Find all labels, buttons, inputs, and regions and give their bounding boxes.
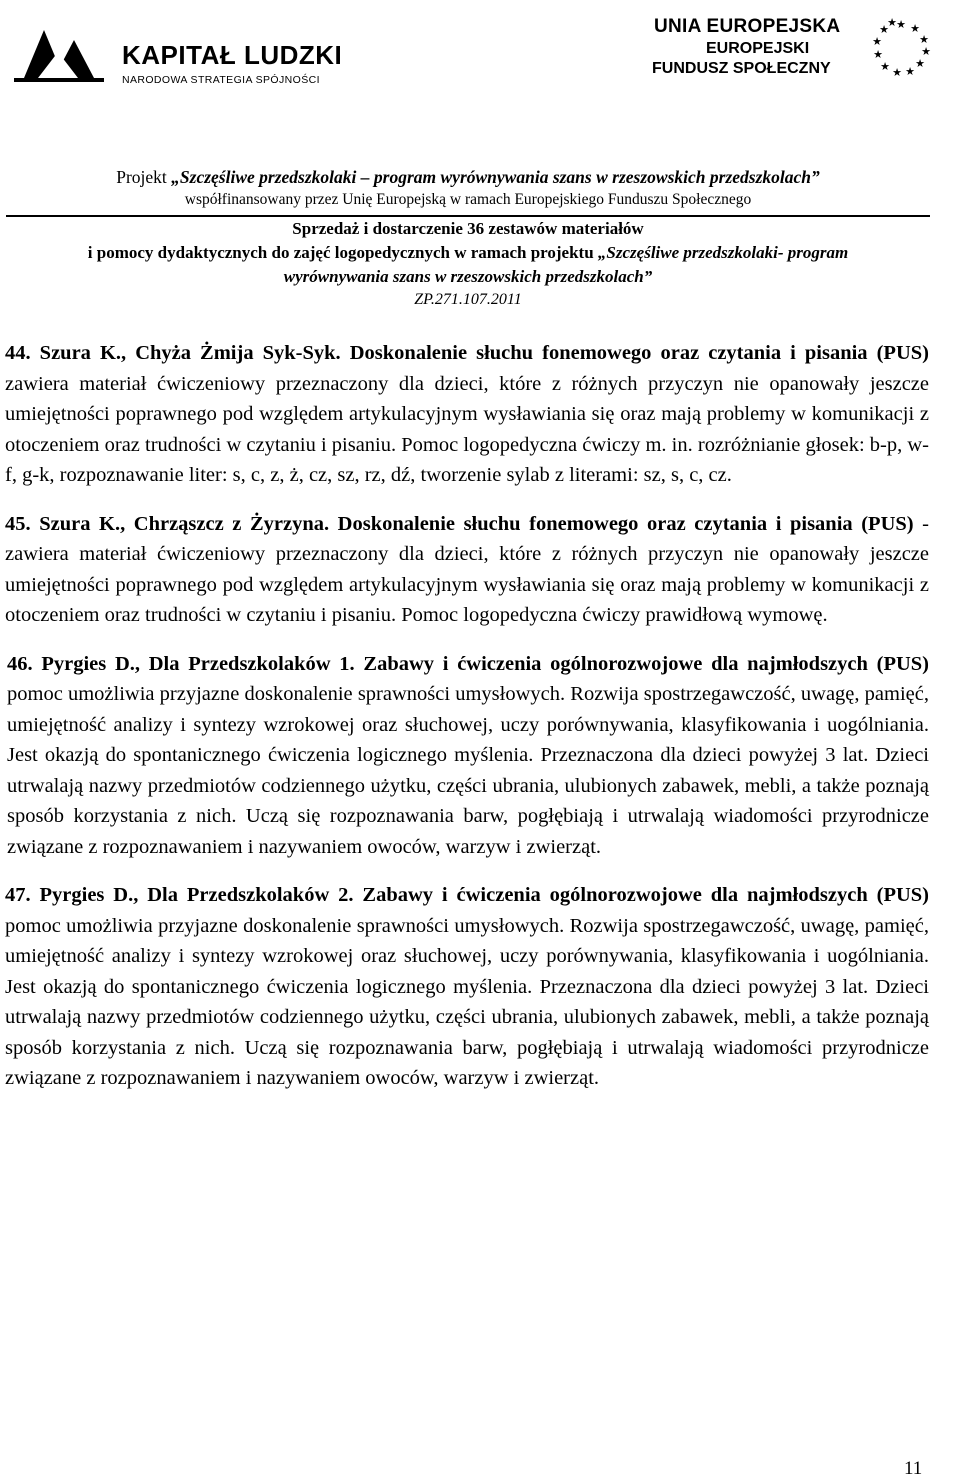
- entry-head: 46. Pyrgies D., Dla Przedszkolaków 1.: [7, 652, 355, 675]
- entry-bold-intro: Zabawy i ćwiczenia ogólnorozwojowe dla najmłodszych (PUS): [354, 652, 930, 675]
- ue-logo-line1: UNIA EUROPEJSKA: [654, 16, 841, 37]
- order-subject-line: Sprzedaż i dostarczenie 36 zestawów materiałów: [292, 219, 644, 238]
- svg-text:★: ★: [896, 18, 906, 31]
- svg-text:★: ★: [887, 18, 897, 29]
- svg-text:★: ★: [921, 45, 931, 58]
- entry-body: - zawiera materiał ćwiczeniowy przeznaczony dla dzieci, które z różnych przyczyn nie opanowały jeszcze umiejętności poprawnego pod względem artykulacyjnym wysławiania się oraz mają problemy w komunikacji z otoczeniem oraz trudności w czytaniu i pisaniu. Pomoc logopedyczna ćwiczy prawidłową wymowę.: [5, 512, 930, 626]
- svg-text:★: ★: [905, 65, 915, 78]
- unia-europejska-logo: [608, 10, 948, 90]
- project-prefix: Projekt: [116, 167, 172, 187]
- svg-text:★: ★: [872, 35, 882, 48]
- cofinancing-line: współfinansowany przez Unię Europejską w ramach Europejskiego Funduszu Społecznego: [184, 191, 752, 208]
- svg-text:★: ★: [915, 57, 925, 70]
- page-number: 11: [904, 1458, 923, 1479]
- list-item: [5, 509, 929, 631]
- header-divider: [6, 215, 930, 217]
- svg-text:★: ★: [910, 22, 920, 35]
- order-project-title: „Szczęśliwe przedszkolaki- program: [597, 243, 849, 262]
- entry-head: 45. Szura K., Chrząszcz z Żyrzyna.: [5, 512, 330, 535]
- order-subject-line-2: [6, 243, 930, 263]
- kapital-ludzki-title: KAPITAŁ LUDZKI: [122, 40, 343, 70]
- order-subject-line-3: wyrównywania szans w rzeszowskich przedszkolach”: [283, 267, 653, 286]
- entry-body: pomoc umożliwia przyjazne doskonalenie sprawności umysłowych. Rozwija spostrzegawczość, uwagę, pamięć, umiejętność analizy i syntezy wzrokowej oraz słuchowej, uczy porównywania, klasyfikowania i uogólniania. Jest okazją do spontanicznego ćwiczenia logicznego myślenia. Przeznaczona dla dzieci powyżej 3 lat. Dzieci utrwalają nazwy przedmiotów codziennego użytku, części ubrania, ulubionych zabawek, mebli, a także poznają sposób korzystania z nich. Uczą się rozpoznawania barw, pogłębiają i utrwalają wiadomości przyrodnicze związane z rozpoznawaniem i nazywaniem owoców, warzyw i zwierząt.: [7, 683, 929, 858]
- entry-body: pomoc umożliwia przyjazne doskonalenie sprawności umysłowych. Rozwija spostrzegawczość, uwagę, pamięć, umiejętność analizy i syntezy wzrokowej oraz słuchowej, uczy porównywania, klasyfikowania i uogólniania. Jest okazją do spontanicznego ćwiczenia logicznego myślenia. Przeznaczona dla dzieci powyżej 3 lat. Dzieci utrwalają nazwy przedmiotów codziennego użytku, części ubrania, ulubionych zabawek, mebli, a także poznają sposób korzystania z nich. Uczą się rozpoznawania barw, pogłębiają i utrwalają wiadomości przyrodnicze związane z rozpoznawaniem i nazywaniem owoców, warzyw i zwierząt.: [5, 914, 929, 1089]
- svg-text:★: ★: [919, 33, 929, 46]
- order-subject-prefix: i pomocy dydaktycznych do zajęć logopedycznych w ramach projektu: [87, 243, 598, 262]
- svg-text:★: ★: [879, 23, 889, 36]
- project-title: „Szczęśliwe przedszkolaki – program wyrównywania szans w rzeszowskich przedszkolach”: [171, 167, 820, 187]
- entry-head: 47. Pyrgies D., Dla Przedszkolaków 2.: [5, 884, 354, 906]
- kapital-ludzki-logo: [14, 18, 343, 88]
- entry-bold-intro: Zabawy i ćwiczenia ogólnorozwojowe dla najmłodszych (PUS): [353, 884, 929, 906]
- entry-bold-intro: Doskonalenie słuchu fonemowego oraz czytania i pisania (PUS): [340, 342, 929, 364]
- list-item: [5, 649, 929, 863]
- list-item: [5, 880, 929, 1094]
- svg-text:★: ★: [880, 60, 890, 73]
- project-title-line: [6, 167, 930, 188]
- entries-list: [5, 338, 929, 1094]
- ue-logo-line2: EUROPEJSKI: [706, 40, 810, 57]
- svg-text:★: ★: [892, 66, 902, 79]
- entry-head: 44. Szura K., Chyża Żmija Syk-Syk.: [5, 342, 341, 364]
- reference-number: ZP.271.107.2011: [414, 291, 522, 308]
- svg-text:★: ★: [873, 48, 883, 61]
- eu-stars-icon: [870, 18, 932, 80]
- ue-logo-line3: FUNDUSZ SPOŁECZNY: [652, 60, 831, 77]
- entry-body: zawiera materiał ćwiczeniowy przeznaczony dla dzieci, które z różnych przyczyn nie opanowały jeszcze umiejętności poprawnego pod względem artykulacyjnym wysławiania się oraz mają problemy w komunikacji z otoczeniem oraz trudności w czytaniu i pisaniu. Pomoc logopedyczna ćwiczy m. in. rozróżnianie głosek: b-p, w-f, g-k, rozpoznawanie liter: s, c, z, ż, cz, sz, rz, dź, tworzenie sylab z literami: sz, s, c, cz.: [5, 372, 929, 486]
- kapital-ludzki-emblem-icon: [14, 18, 110, 88]
- entry-bold-intro: Doskonalenie słuchu fonemowego oraz czytania i pisania (PUS): [329, 512, 914, 535]
- kapital-ludzki-subtitle: NARODOWA STRATEGIA SPÓJNOŚCI: [122, 74, 320, 86]
- list-item: [5, 338, 929, 491]
